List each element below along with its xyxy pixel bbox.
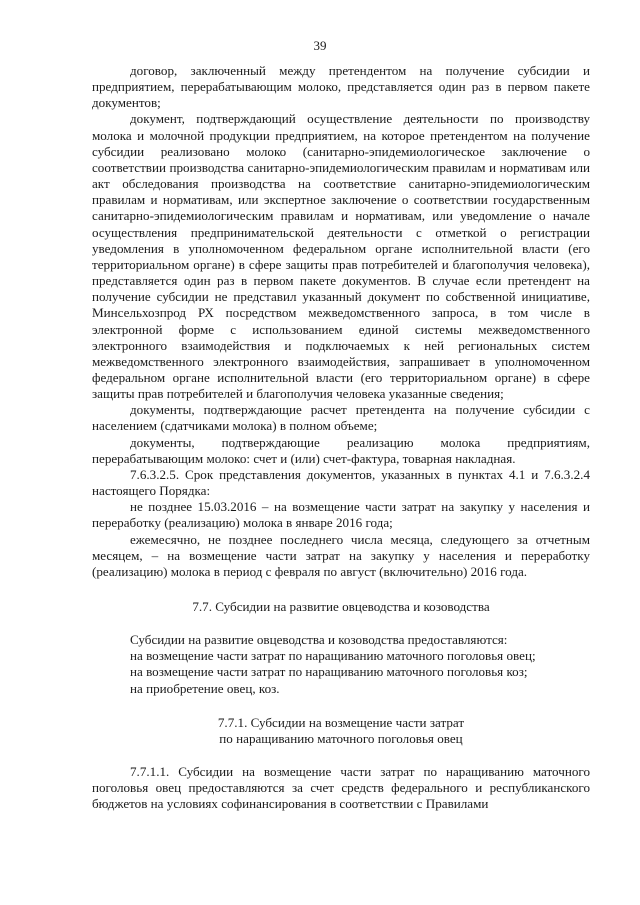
paragraph-deadline-monthly: ежемесячно, не позднее последнего числа месяца, следующего за отчетным месяцем, – на возмещение части затрат на закупку у населения и переработку (реализацию) молока в период с февраля по август (включительно) 2016 года. (92, 531, 590, 579)
paragraph-contract: договор, заключенный между претендентом на получение субсидии и предприятием, перерабатывающим молоко, представляется один раз в первом пакете документов; (92, 63, 590, 111)
subsection-heading-line2: по наращиванию маточного поголовья овец (219, 730, 463, 746)
paragraph-settlement-documents: документы, подтверждающие расчет претендента на получение субсидии с населением (сдатчиками молока) в полном объеме; (92, 402, 590, 434)
paragraph-subsidies-intro: Субсидии на развитие овцеводства и козоводства предоставляются: (130, 632, 508, 648)
paragraph-sale-documents: документы, подтверждающие реализацию молока предприятиям, перерабатывающим молоко: счет и (или) счет-фактура, товарная накладная. (92, 434, 590, 466)
spacer (92, 747, 590, 764)
page-number: 39 (313, 38, 327, 53)
list-item-sheep-herd: на возмещение части затрат по наращиванию маточного поголовья овец; (130, 648, 536, 664)
paragraph-submission-deadline: 7.6.3.2.5. Срок представления документов, указанных в пунктах 4.1 и 7.6.3.2.4 настоящего Порядка: (92, 466, 590, 499)
section-heading: 7.7. Субсидии на развитие овцеводства и козоводства (192, 599, 490, 614)
list-item-goat-herd: на возмещение части затрат по наращиванию маточного поголовья коз; (130, 664, 528, 680)
spacer (92, 615, 590, 632)
paragraph-production-document: документ, подтверждающий осуществление деятельности по производству молока и молочной продукции предприятием, на которое претендентом на получение субсидии реализовано молоко (санитарно-эпидемиологическое заключение о соответствии производства санитарно-эпидемиологическим правилам и нормативам или акт обследования производства на соответствие санитарно-эпидемиологическим правилам и нормативам, или экспертное заключение о соответствии государственным санитарно-эпидемиологическим правилам и нормативам, или уведомление о начале осуществления предпринимательской деятельности с отметкой о регистрации уведомления в уполномоченном федеральном органе исполнительной власти (его территориальном органе) в сфере защиты прав потребителей и благополучия человека), представляется один раз в первом пакете документов. В случае если претендент на получение субсидии не представил указанный документ по собственной инициативе, Минсельхозпрод РХ посредством межведомственного запроса, в том числе в электронной форме с использованием единой системы межведомственного электронного взаимодействия и подключаемых к ней региональных систем межведомственного электронного взаимодействия, запрашивает в уполномоченном федеральном органе исполнительной власти (его территориальном органе) в сфере защиты прав потребителей и благополучия человека указанные сведения; (92, 111, 590, 402)
list-item-purchase: на приобретение овец, коз. (130, 680, 280, 696)
document-body (92, 63, 590, 813)
spacer (92, 697, 590, 715)
subsection-heading-line1: 7.7.1. Субсидии на возмещение части затрат (217, 714, 465, 730)
paragraph-7-7-1-1: 7.7.1.1. Субсидии на возмещение части затрат по наращиванию маточного поголовья овец предоставляются за счет средств федерального и республиканского бюджетов на условиях софинансирования в соответствии с Правилами (92, 764, 590, 812)
spacer (92, 580, 590, 599)
paragraph-deadline-january: не позднее 15.03.2016 – на возмещение части затрат на закупку у населения и переработку (реализацию) молока в январе 2016 года; (92, 499, 590, 531)
